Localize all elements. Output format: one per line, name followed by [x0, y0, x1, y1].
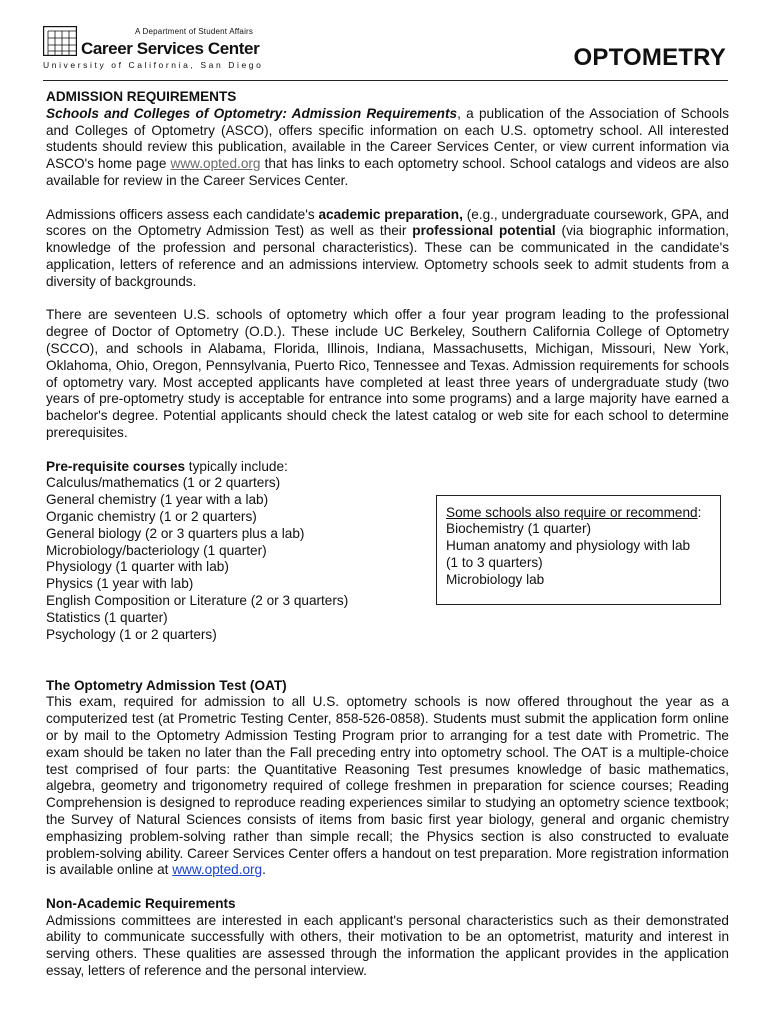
university-name: University of California, San Diego [43, 60, 264, 70]
prerequisites-section [46, 459, 729, 660]
list-item: Physiology (1 quarter with lab) [46, 559, 229, 575]
list-item: English Composition or Literature (2 or 3 quarters) [46, 592, 349, 608]
nonacademic-heading: Non-Academic Requirements [46, 895, 236, 911]
publication-title: Schools and Colleges of Optometry: Admission Requirements [46, 105, 458, 121]
list-item: General biology (2 or 3 quarters plus a lab) [46, 525, 305, 541]
paragraph-asco [46, 106, 729, 190]
paragraph-text: (e.g., undergraduate coursework, GPA, and scores on the Optometry Admission Test) as well as their [46, 206, 729, 239]
paragraph-end: . [262, 862, 266, 878]
prerequisite-heading [46, 459, 729, 476]
paragraph-nonacademic: Admissions committees are interested in each applicant's personal characteristics such as their demonstrated ability to communicate successfully with others, their motivation to be an optometrist, maturity and interest in serving others. These qualities are assessed through the information the applicant provides in the application essay, letters of reference and the personal interview. [46, 912, 729, 979]
paragraph-schools: There are seventeen U.S. schools of optometry which offer a four year program leading to the professional degree of Doctor of Optometry (O.D.). These include UC Berkeley, Southern California College of Optometry (SCCO), and schools in Alabama, Florida, Illinois, Indiana, Massachusetts, Michigan, Missouri, New York, Oklahoma, Ohio, Oregon, Pennsylvania, Puerto Rico, Tennessee and Texas. Admission requirements for schools of optometry vary. Most accepted applicants have completed at least three years of undergraduate study (two years of pre-optometry study is acceptable for entrance into some programs) and a large majority have earned a bachelor's degree. Potential applicants should check the latest catalog or web site for each school to determine prerequisites. [46, 307, 729, 440]
list-item: General chemistry (1 year with a lab) [46, 492, 269, 508]
career-services-logo [43, 22, 264, 72]
header-divider [43, 80, 728, 81]
list-item: Organic chemistry (1 or 2 quarters) [46, 508, 257, 524]
list-item: Psychology (1 or 2 quarters) [46, 626, 217, 642]
box-heading [446, 505, 711, 522]
list-item: Statistics (1 quarter) [46, 609, 168, 625]
list-item: Calculus/mathematics (1 or 2 quarters) [46, 475, 281, 491]
bold-term: academic preparation, [318, 206, 463, 222]
page-title: OPTOMETRY [573, 44, 726, 71]
prerequisite-title: Pre-requisite courses [46, 458, 186, 474]
bold-term: professional potential [412, 223, 556, 239]
department-label: A Department of Student Affairs [135, 27, 254, 36]
list-item: Human anatomy and physiology with lab [446, 538, 691, 554]
org-name: Career Services Center [81, 39, 260, 58]
recommended-courses-box [436, 495, 721, 605]
opted-link[interactable]: www.opted.org [170, 156, 261, 172]
list-item: (1 to 3 quarters) [446, 554, 543, 570]
grid-logo-icon [43, 26, 77, 56]
list-item: Biochemistry (1 quarter) [446, 521, 592, 537]
paragraph-oat [46, 694, 729, 879]
list-item: Physics (1 year with lab) [46, 576, 194, 592]
box-title: Some schools also require or recommend [446, 504, 698, 520]
oat-heading: The Optometry Admission Test (OAT) [46, 677, 287, 693]
document-body [46, 89, 729, 997]
paragraph-text: Admissions officers assess each candidate's [46, 206, 319, 222]
paragraph-assessment [46, 207, 729, 291]
admission-heading: ADMISSION REQUIREMENTS [46, 89, 237, 104]
paragraph-text: that has links to each optometry school. School catalogs and videos are also available for review in the Career Services Center. [46, 156, 729, 188]
paragraph-text: , a publication of the Association of Schools and Colleges of Optometry (ASCO), offers specific information on each U.S. optometry school. All interested students should review this publication, available in the Career Services Center, or view current information via ASCO's home page [46, 105, 729, 172]
opted-registration-link[interactable]: www.opted.org [172, 862, 263, 878]
paragraph-text: (via biographic information, knowledge of the profession and personal characteristics). These can be communicated in the candidate's application, letters of reference and an admissions interview. Optometry schools seek to admit students from a diversity of backgrounds. [46, 223, 729, 289]
list-item: Microbiology lab [446, 571, 545, 587]
paragraph-text: This exam, required for admission to all U.S. optometry schools is now offered throughout the year as a computerized test (at Prometric Testing Center, 858-526-0858). Students must submit the application form online or by mail to the Optometry Admission Testing Program prior to arranging for a test date with Prometric. The exam should be taken no later than the Fall preceding entry into optometry school. The OAT is a multiple-choice test comprised of four parts: the Quantitative Reasoning Test presumes knowledge of basic mathematics, algebra, geometry and trigonometry required of college freshmen in preparation for science courses; Reading Comprehension is designed to reproduce reading experiences similar to studying an optometry science textbook; the Survey of Natural Sciences consists of items from basic first year biology, general and organic chemistry emphasizing problem-solving rather than simple recall; the Physics section is also constructed to evaluate problem-solving ability. Career Services Center offers a handout on test preparation. More registration information is available online at [46, 694, 729, 878]
prerequisite-title-rest: typically include: [185, 458, 288, 474]
list-item: Microbiology/bacteriology (1 quarter) [46, 542, 267, 558]
box-colon: : [697, 504, 702, 520]
